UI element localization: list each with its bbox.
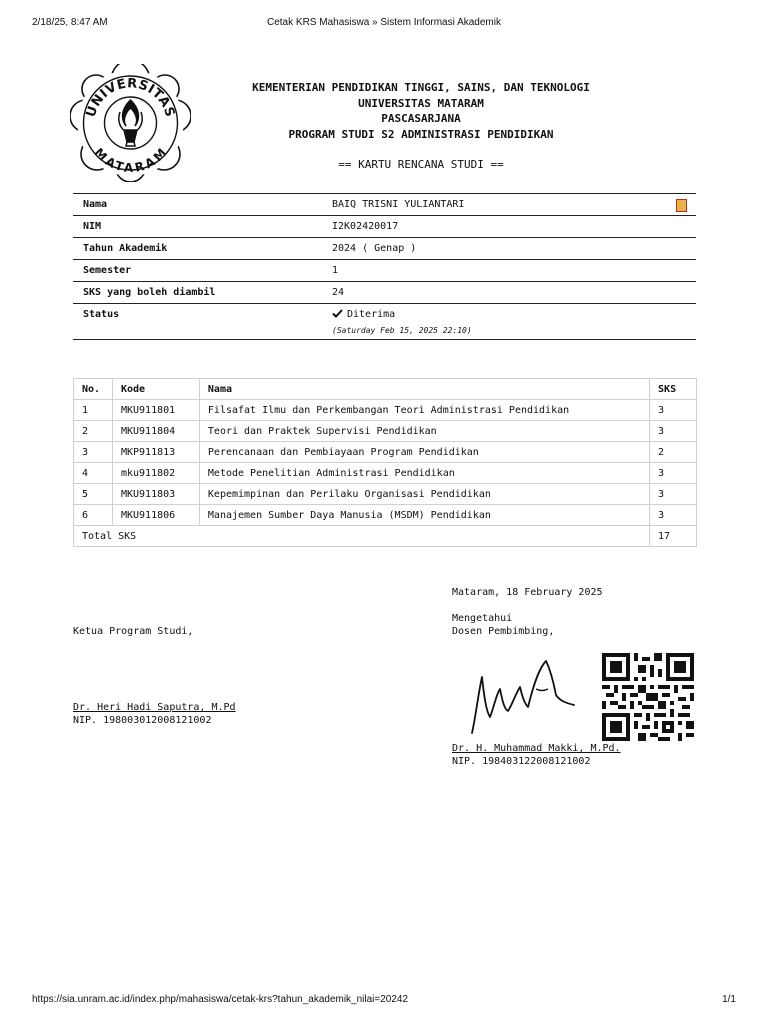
- program-name: PROGRAM STUDI S2 ADMINISTRASI PENDIDIKAN: [288, 127, 554, 141]
- col-header-nama: Nama: [199, 379, 649, 400]
- document-header: [196, 80, 646, 142]
- cell-no: 1: [74, 400, 113, 421]
- academic-year: 2024 ( Genap ): [332, 243, 417, 254]
- cell-sks: 3: [650, 400, 697, 421]
- cell-sks: 3: [650, 484, 697, 505]
- table-row: [74, 421, 697, 442]
- left-signer-name: Dr. Heri Hadi Saputra, M.Pd: [73, 702, 236, 713]
- cell-no: 6: [74, 505, 113, 526]
- semester-value: 1: [332, 265, 339, 276]
- cell-kode: MKU911803: [112, 484, 199, 505]
- info-label: Nama: [83, 199, 108, 210]
- status-timestamp: (Saturday Feb 15, 2025 22:10): [332, 326, 472, 335]
- university-name: UNIVERSITAS MATARAM: [358, 96, 484, 110]
- status-badge: [332, 309, 395, 320]
- svg-text:MATARAM: MATARAM: [91, 145, 170, 176]
- check-icon: [332, 309, 343, 318]
- cell-nama: Metode Penelitian Administrasi Pendidikan: [199, 463, 649, 484]
- cell-kode: MKU911804: [112, 421, 199, 442]
- course-table: [73, 378, 697, 547]
- left-signer-nip: NIP. 198003012008121002: [73, 715, 212, 726]
- cell-nama: Filsafat Ilmu dan Perkembangan Teori Administrasi Pendidikan: [199, 400, 649, 421]
- table-row: [74, 463, 697, 484]
- right-title-1: Mengetahui: [452, 613, 513, 624]
- col-header-sks: SKS: [650, 379, 697, 400]
- cell-kode: MKU911806: [112, 505, 199, 526]
- table-row: [74, 442, 697, 463]
- document-title: == KARTU RENCANA STUDI ==: [338, 158, 504, 171]
- cell-kode: MKU911801: [112, 400, 199, 421]
- info-row-nim: [73, 215, 696, 237]
- cell-no: 2: [74, 421, 113, 442]
- cell-kode: MKP911813: [112, 442, 199, 463]
- cell-sks: 3: [650, 463, 697, 484]
- info-row-semester: [73, 259, 696, 281]
- status-text: Diterima: [347, 309, 396, 320]
- right-signer-name: Dr. H. Muhammad Makki, M.Pd.: [452, 743, 621, 754]
- print-datetime: 2/18/25, 8:47 AM: [32, 17, 108, 28]
- print-page-title: Cetak KRS Mahasiswa » Sistem Informasi Akademik: [267, 17, 501, 28]
- cell-no: 5: [74, 484, 113, 505]
- svg-text:UNIVERSITAS: UNIVERSITAS: [83, 76, 178, 120]
- sks-allowed: 24: [332, 287, 345, 298]
- handwritten-signature: [466, 655, 582, 739]
- info-row-tahun: [73, 237, 696, 259]
- info-label: Status: [83, 309, 120, 320]
- info-row-status: [73, 303, 696, 339]
- col-header-kode: Kode: [112, 379, 199, 400]
- table-header-row: [74, 379, 697, 400]
- cell-nama: Perencanaan dan Pembiayaan Program Pendidikan: [199, 442, 649, 463]
- print-header: [0, 17, 768, 31]
- cell-sks: 3: [650, 505, 697, 526]
- right-signer-nip: NIP. 198403122008121002: [452, 756, 591, 767]
- info-row-nama: [73, 194, 696, 215]
- ministry-name: KEMENTERIAN PENDIDIKAN TINGGI, SAINS, DAN TEKNOLOGI: [252, 81, 590, 94]
- col-header-no: No.: [74, 379, 113, 400]
- cell-kode: mku911802: [112, 463, 199, 484]
- student-nim: I2K02420017: [332, 221, 399, 232]
- info-label: SKS yang boleh diambil: [83, 287, 216, 298]
- student-info-table: [73, 193, 696, 340]
- total-sks: 17: [650, 526, 697, 547]
- student-photo-icon: [676, 199, 687, 212]
- total-label: Total SKS: [74, 526, 650, 547]
- print-url: https://sia.unram.ac.id/index.php/mahasiswa/cetak-krs?tahun_akademik_nilai=20242: [32, 994, 409, 1005]
- faculty-name: PASCASARJANA: [381, 112, 461, 125]
- info-label: NIM: [83, 221, 102, 232]
- info-row-sks: [73, 281, 696, 303]
- cell-no: 3: [74, 442, 113, 463]
- qr-code: [602, 653, 694, 741]
- table-row: [74, 484, 697, 505]
- right-title-2: Dosen Pembimbing,: [452, 626, 555, 637]
- place-date: Mataram, 18 February 2025: [452, 587, 603, 598]
- cell-nama: Kepemimpinan dan Perilaku Organisasi Pendidikan: [199, 484, 649, 505]
- university-logo: [70, 64, 191, 182]
- student-name: BAIQ TRISNI YULIANTARI: [332, 199, 465, 210]
- info-label: Semester: [83, 265, 132, 276]
- cell-nama: Manajemen Sumber Daya Manusia (MSDM) Pendidikan: [199, 505, 649, 526]
- cell-sks: 2: [650, 442, 697, 463]
- cell-sks: 3: [650, 421, 697, 442]
- total-row: [74, 526, 697, 547]
- table-row: [74, 505, 697, 526]
- cell-nama: Teori dan Praktek Supervisi Pendidikan: [199, 421, 649, 442]
- info-label: Tahun Akademik: [83, 243, 168, 254]
- left-title: Ketua Program Studi,: [73, 626, 194, 637]
- table-row: [74, 400, 697, 421]
- cell-no: 4: [74, 463, 113, 484]
- print-page-count: 1/1: [722, 994, 736, 1005]
